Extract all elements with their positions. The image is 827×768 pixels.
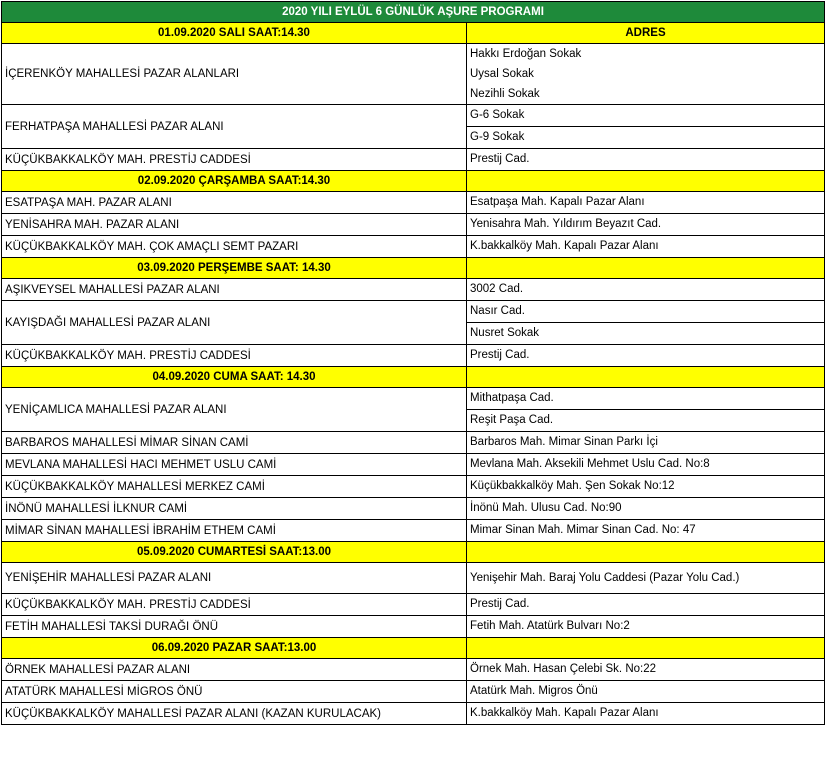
address-line: K.bakkalköy Mah. Kapalı Pazar Alanı <box>470 707 659 719</box>
schedule-row <box>2 192 825 214</box>
address-line: Mithatpaşa Cad. <box>470 392 554 404</box>
table-body <box>2 2 825 725</box>
schedule-row <box>2 476 825 498</box>
day-heading: 04.09.2020 CUMA SAAT: 14.30 <box>2 367 467 388</box>
address-cell <box>467 105 825 149</box>
location-cell: AŞIKVEYSEL MAHALLESİ PAZAR ALANI <box>2 279 467 301</box>
title-row <box>2 2 825 23</box>
address-line: Prestij Cad. <box>470 349 530 361</box>
location-cell: KÜÇÜKBAKKALKÖY MAHALLESİ PAZAR ALANI (KAZAN KURULACAK) <box>2 703 467 725</box>
address-line: Mimar Sinan Mah. Mimar Sinan Cad. No: 47 <box>470 524 696 536</box>
schedule-row <box>2 44 825 105</box>
day-header-row <box>2 542 825 563</box>
address-line: Atatürk Mah. Migros Önü <box>470 685 598 697</box>
schedule-row <box>2 105 825 149</box>
address-cell <box>467 345 825 367</box>
location-cell: ATATÜRK MAHALLESİ MİGROS ÖNÜ <box>2 681 467 703</box>
day-header-row <box>2 638 825 659</box>
schedule-row <box>2 388 825 432</box>
address-cell <box>467 214 825 236</box>
address-line: Nezihli Sokak <box>470 88 540 100</box>
address-cell <box>467 279 825 301</box>
schedule-row <box>2 681 825 703</box>
address-cell <box>467 681 825 703</box>
schedule-row <box>2 703 825 725</box>
table-title: 2020 YILI EYLÜL 6 GÜNLÜK AŞURE PROGRAMI <box>2 2 825 23</box>
address-line: Nasır Cad. <box>470 305 525 317</box>
address-line: Esatpaşa Mah. Kapalı Pazar Alanı <box>470 196 645 208</box>
address-cell <box>467 563 825 594</box>
address-line: K.bakkalköy Mah. Kapalı Pazar Alanı <box>470 240 659 252</box>
empty-header-cell <box>467 638 825 659</box>
address-cell <box>467 659 825 681</box>
location-cell: KÜÇÜKBAKKALKÖY MAH. PRESTİJ CADDESİ <box>2 594 467 616</box>
schedule-row <box>2 279 825 301</box>
location-cell: KÜÇÜKBAKKALKÖY MAH. ÇOK AMAÇLI SEMT PAZARI <box>2 236 467 258</box>
address-line: Örnek Mah. Hasan Çelebi Sk. No:22 <box>470 663 657 675</box>
schedule-row <box>2 616 825 638</box>
location-cell: İNÖNÜ MAHALLESİ İLKNUR CAMİ <box>2 498 467 520</box>
address-line: G-9 Sokak <box>467 126 824 148</box>
location-cell: MİMAR SİNAN MAHALLESİ İBRAHİM ETHEM CAMİ <box>2 520 467 542</box>
day-heading: 03.09.2020 PERŞEMBE SAAT: 14.30 <box>2 258 467 279</box>
address-line: Yenisahra Mah. Yıldırım Beyazıt Cad. <box>470 218 662 230</box>
address-cell <box>467 192 825 214</box>
empty-header-cell <box>467 258 825 279</box>
address-line: Yenişehir Mah. Baraj Yolu Caddesi (Pazar Yolu Cad.) <box>470 572 740 584</box>
empty-header-cell <box>467 367 825 388</box>
location-cell: KAYIŞDAĞI MAHALLESİ PAZAR ALANI <box>2 301 467 345</box>
address-cell <box>467 703 825 725</box>
address-cell <box>467 432 825 454</box>
day-heading: 02.09.2020 ÇARŞAMBA SAAT:14.30 <box>2 171 467 192</box>
location-cell: FETİH MAHALLESİ TAKSİ DURAĞI ÖNÜ <box>2 616 467 638</box>
address-cell <box>467 454 825 476</box>
schedule-row <box>2 454 825 476</box>
day-heading: 01.09.2020 SALI SAAT:14.30 <box>2 23 467 44</box>
location-cell: ESATPAŞA MAH. PAZAR ALANI <box>2 192 467 214</box>
day-header-row <box>2 258 825 279</box>
day-heading: 06.09.2020 PAZAR SAAT:13.00 <box>2 638 467 659</box>
asure-program-table <box>1 1 825 725</box>
location-cell: ÖRNEK MAHALLESİ PAZAR ALANI <box>2 659 467 681</box>
location-cell: KÜÇÜKBAKKALKÖY MAH. PRESTİJ CADDESİ <box>2 149 467 171</box>
schedule-row <box>2 659 825 681</box>
schedule-row <box>2 432 825 454</box>
empty-header-cell <box>467 171 825 192</box>
address-cell <box>467 236 825 258</box>
address-cell <box>467 388 825 432</box>
location-cell: YENİÇAMLICA MAHALLESİ PAZAR ALANI <box>2 388 467 432</box>
location-cell: KÜÇÜKBAKKALKÖY MAH. PRESTİJ CADDESİ <box>2 345 467 367</box>
address-cell <box>467 594 825 616</box>
day-header-row <box>2 171 825 192</box>
location-cell: KÜÇÜKBAKKALKÖY MAHALLESİ MERKEZ CAMİ <box>2 476 467 498</box>
schedule-row <box>2 149 825 171</box>
address-line: 3002 Cad. <box>470 283 524 295</box>
day-heading: 05.09.2020 CUMARTESİ SAAT:13.00 <box>2 542 467 563</box>
address-line: Küçükbakkalköy Mah. Şen Sokak No:12 <box>470 480 675 492</box>
address-line: Prestij Cad. <box>470 153 530 165</box>
address-line: İnönü Mah. Ulusu Cad. No:90 <box>470 502 622 514</box>
address-line: G-6 Sokak <box>470 109 525 121</box>
address-line: Mevlana Mah. Aksekili Mehmet Uslu Cad. No:8 <box>470 458 710 470</box>
address-line: Reşit Paşa Cad. <box>467 409 824 431</box>
address-cell <box>467 301 825 345</box>
address-line: Nusret Sokak <box>467 322 824 344</box>
schedule-row <box>2 301 825 345</box>
location-cell: YENİSAHRA MAH. PAZAR ALANI <box>2 214 467 236</box>
day-header-row <box>2 23 825 44</box>
schedule-row <box>2 236 825 258</box>
address-line: Fetih Mah. Atatürk Bulvarı No:2 <box>470 620 630 632</box>
schedule-row <box>2 498 825 520</box>
location-cell: MEVLANA MAHALLESİ HACI MEHMET USLU CAMİ <box>2 454 467 476</box>
address-line: Prestij Cad. <box>470 598 530 610</box>
address-line: Uysal Sokak <box>470 68 534 80</box>
address-cell <box>467 498 825 520</box>
schedule-row <box>2 563 825 594</box>
address-line: Barbaros Mah. Mimar Sinan Parkı İçi <box>470 436 658 448</box>
location-cell: BARBAROS MAHALLESİ MİMAR SİNAN CAMİ <box>2 432 467 454</box>
location-cell: YENİŞEHİR MAHALLESİ PAZAR ALANI <box>2 563 467 594</box>
address-line: Hakkı Erdoğan Sokak <box>470 48 582 60</box>
address-cell <box>467 520 825 542</box>
location-cell: FERHATPAŞA MAHALLESİ PAZAR ALANI <box>2 105 467 149</box>
location-cell: İÇERENKÖY MAHALLESİ PAZAR ALANLARI <box>2 44 467 105</box>
address-cell <box>467 149 825 171</box>
schedule-row <box>2 214 825 236</box>
address-cell <box>467 616 825 638</box>
address-column-header: ADRES <box>467 23 825 44</box>
address-cell <box>467 44 825 105</box>
schedule-row <box>2 520 825 542</box>
schedule-row <box>2 345 825 367</box>
day-header-row <box>2 367 825 388</box>
empty-header-cell <box>467 542 825 563</box>
address-cell <box>467 476 825 498</box>
schedule-row <box>2 594 825 616</box>
